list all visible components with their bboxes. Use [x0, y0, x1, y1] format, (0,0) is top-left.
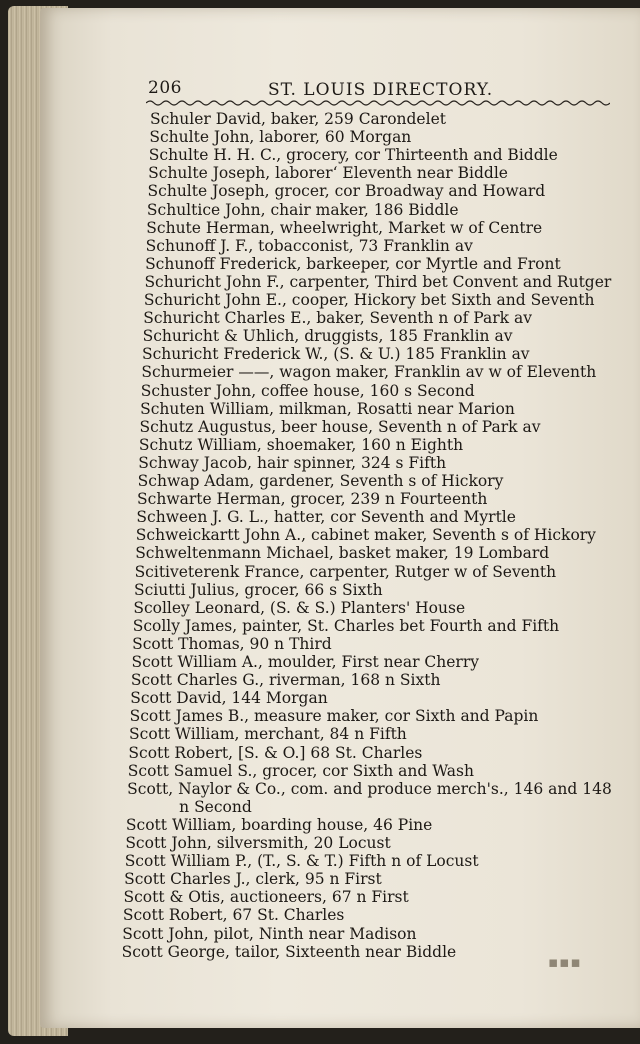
directory-entry	[146, 219, 542, 237]
directory-entry	[144, 291, 595, 309]
entry-text: Scolly James, painter, St. Charles bet Fourth and Fifth	[132, 616, 560, 635]
entry-text: Scott David, 144 Morgan	[130, 689, 328, 708]
entry-text: Schuricht John F., carpenter, Third bet Convent and Rutger	[144, 272, 612, 291]
directory-entry	[138, 472, 504, 490]
running-head: ST. LOUIS DIRECTORY.	[268, 80, 494, 100]
directory-entry	[134, 581, 383, 599]
directory-entry	[131, 671, 441, 689]
directory-entry	[124, 870, 382, 888]
entry-text: Scolley Leonard, (S. & S.) Planters' House	[133, 598, 466, 617]
directory-entry	[126, 816, 432, 834]
directory-entry	[140, 418, 541, 436]
directory-entry	[130, 707, 539, 725]
entry-text: Schurmeier ——, wagon maker, Franklin av w of Eleventh	[141, 363, 597, 382]
directory-entry	[147, 201, 459, 219]
entry-text: Scott William, merchant, 84 n Fifth	[129, 725, 407, 744]
entry-text: Scott William, boarding house, 46 Pine	[125, 815, 433, 834]
entry-text: Scott Robert, [S. & O.] 68 St. Charles	[128, 743, 423, 762]
entry-text: Schulte Joseph, grocer, cor Broadway and Howard	[147, 182, 546, 201]
entry-text: Scott Samuel S., grocer, cor Sixth and Wash	[127, 761, 474, 780]
entry-text: Schunoff J. F., tobacconist, 73 Franklin av	[145, 236, 473, 255]
directory-entry	[130, 689, 327, 707]
directory-entry	[150, 110, 446, 128]
directory-entry	[141, 363, 596, 381]
directory-entry	[144, 273, 611, 291]
directory-entry	[133, 617, 559, 635]
directory-entry	[132, 635, 332, 653]
directory-entry	[149, 128, 411, 146]
directory-entry	[149, 146, 558, 164]
directory-entry	[122, 925, 416, 943]
entry-text: Schuricht Frederick W., (S. & U.) 185 Franklin av	[141, 345, 530, 364]
entry-text: Schway Jacob, hair spinner, 324 s Fifth	[138, 453, 447, 472]
entry-text: Scott William A., moulder, First near Cherry	[131, 653, 480, 671]
entry-text: Schween J. G. L., hatter, cor Seventh and Myrtle	[136, 508, 516, 527]
entry-text: Schulte Joseph, laborer‘ Eleventh near Biddle	[148, 164, 508, 183]
directory-entry	[145, 255, 561, 273]
entry-text: Schulte H. H. C., grocery, cor Thirteenth and Biddle	[148, 146, 558, 165]
directory-entry	[139, 436, 463, 454]
entry-text: Schute Herman, wheelwright, Market w of Centre	[146, 218, 543, 237]
entry-text: Scott Thomas, 90 n Third	[132, 634, 332, 653]
entry-text: Scott William P., (T., S. & T.) Fifth n of Locust	[124, 852, 479, 871]
entry-text: Schultice John, chair maker, 186 Biddle	[146, 200, 459, 219]
directory-entry	[143, 327, 513, 345]
directory-entry	[128, 762, 474, 780]
entry-text: Schutz William, shoemaker, 160 n Eighth	[138, 435, 464, 454]
entry-text: Schuster John, coffee house, 160 s Second	[140, 381, 475, 400]
directory-entry	[148, 164, 508, 182]
entry-text: Scott, Naylor & Co., com. and produce merch's., 146 and 148	[127, 779, 612, 798]
directory-entry	[123, 906, 345, 924]
directory-entry	[125, 834, 390, 852]
entry-text: Schwarte Herman, grocer, 239 n Fourteenth	[137, 490, 488, 509]
directory-entry	[131, 653, 479, 671]
entry-text: Schweltenmann Michael, basket maker, 19 Lombard	[135, 544, 550, 563]
entry-text: Scott John, pilot, Ninth near Madison	[122, 924, 417, 943]
entry-text: Schuler David, baker, 259 Carondelet	[150, 110, 446, 128]
directory-entry	[136, 526, 596, 544]
entry-text: Schulte John, laborer, 60 Morgan	[149, 128, 412, 147]
directory-entry	[123, 888, 408, 906]
directory-entry	[138, 454, 446, 472]
entry-continuation: n Second	[179, 797, 252, 816]
directory-entry	[140, 400, 515, 418]
entry-text: Schunoff Frederick, barkeeper, cor Myrtle and Front	[145, 254, 561, 273]
entry-text: Schwap Adam, gardener, Seventh s of Hickory	[137, 472, 504, 490]
directory-entry	[143, 309, 532, 327]
entry-text: Scott George, tailor, Sixteenth near Biddle	[121, 942, 457, 961]
entry-text: Scott John, silversmith, 20 Locust	[125, 834, 391, 852]
entry-text: Scitiveterenk France, carpenter, Rutger w of Seventh	[134, 562, 557, 581]
entry-text: Scott & Otis, auctioneers, 67 n First	[123, 888, 409, 907]
entry-text: Schuricht Charles E., baker, Seventh n of Park av	[143, 309, 532, 328]
directory-entry	[128, 744, 422, 762]
entry-text: Schuricht John E., cooper, Hickory bet Sixth and Seventh	[143, 291, 595, 309]
directory-entry	[136, 508, 516, 526]
directory-entry	[135, 563, 557, 581]
directory-entry	[122, 943, 457, 961]
directory-entry	[133, 599, 465, 617]
entry-text: Schuricht & Uhlich, druggists, 185 Franklin av	[142, 327, 513, 346]
ink-smudge: ▪▪▪	[548, 953, 582, 971]
directory-entry	[129, 725, 407, 743]
directory-entry	[127, 780, 612, 816]
wavy-rule	[146, 98, 610, 108]
entry-text: Schutz Augustus, beer house, Seventh n of Park av	[139, 417, 541, 436]
wavy-rule-line	[146, 101, 610, 105]
directory-entry	[141, 382, 475, 400]
entry-text: Scott Charles G., riverman, 168 n Sixth	[130, 671, 441, 690]
entry-text: Scott James B., measure maker, cor Sixth and Papin	[129, 707, 539, 726]
entry-text: Scott Robert, 67 St. Charles	[122, 906, 345, 925]
directory-entry	[146, 237, 473, 255]
directory-entry	[137, 490, 487, 508]
directory-entry	[142, 345, 530, 363]
directory-entry	[148, 182, 546, 200]
entry-text: Schuten William, milkman, Rosatti near Marion	[140, 399, 515, 418]
entry-text: Schweickartt John A., cabinet maker, Seventh s of Hickory	[135, 526, 596, 545]
directory-entries	[0, 110, 640, 970]
directory-entry	[135, 544, 549, 562]
entry-text: Scott Charles J., clerk, 95 n First	[124, 870, 382, 889]
entry-text: Sciutti Julius, grocer, 66 s Sixth	[133, 580, 383, 599]
page-number: 206	[148, 78, 182, 98]
directory-entry	[125, 852, 479, 870]
